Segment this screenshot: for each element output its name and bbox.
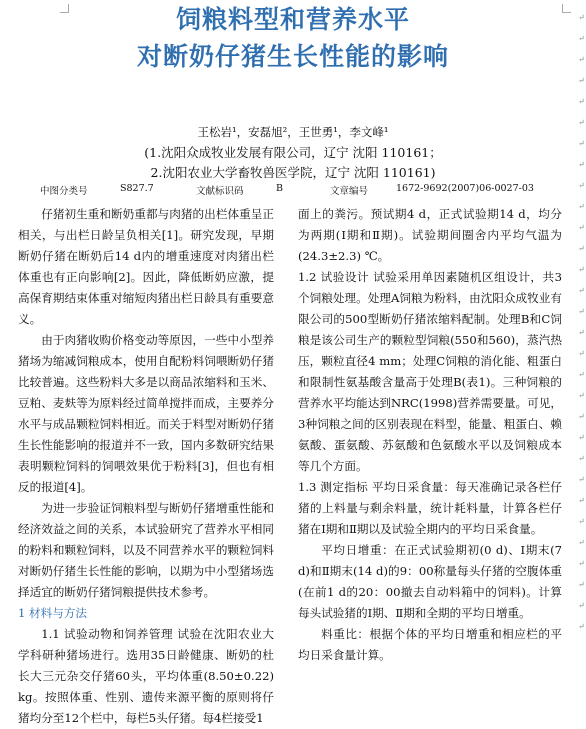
paragraph-mark: ↵: [578, 244, 585, 253]
body-paragraph: 1.1 试验动物和饲养管理 试验在沈阳农业大学科研种猪场进行。选用35日龄健康、断奶的杜长大三元杂交仔猪60头，平均体重(8.50±0.22) kg。按照体重、性别、遗传来源平衡的原则将仔猪均分至12个栏中，每栏5头仔猪。每4栏接受1: [18, 627, 274, 725]
body-paragraph: 由于肉猪收购价格变动等原因，一些中小型养猪场为缩减饲粮成本，使用自配粉料饲喂断奶仔猪比较普遍。这些粉料大多是以商品浓缩料和玉米、豆粕、麦麸等为原料经过简单搅拌而成，主要养分水平与成品颗粒饲料相近。而关于料型对断奶仔猪生长性能影响的报道并不一致，国内多数研究结果表明颗粒饲料的饲喂效果优于粉料[3]，但也有相反的报道[4]。: [18, 333, 274, 494]
paragraph-mark: ↵: [578, 559, 585, 568]
paragraph-mark: ↵: [578, 433, 585, 442]
paragraph-mark: ↵: [578, 181, 585, 190]
body-paragraph: 面上的粪污。预试期4 d，正式试验期14 d，均分为两期(Ⅰ期和Ⅱ期)。试验期间圈舍内平均气温为(24.3±2.3) ℃。: [298, 207, 562, 263]
doc-code-label: 文献标识码: [196, 186, 244, 197]
section-heading: 1 材料与方法: [18, 606, 88, 620]
affiliation-2: 2.沈阳农业大学畜牧兽医学院，辽宁 沈阳 110161): [150, 165, 436, 180]
clc-label: 中图分类号: [40, 186, 88, 197]
paragraph-mark: ↵: [578, 538, 585, 547]
right-column: [298, 204, 562, 666]
body-paragraph: 料重比：根据个体的平均日增重和相应栏的平均日采食量计算。: [298, 627, 562, 662]
paragraph-mark: ↵: [578, 55, 585, 64]
paragraph-mark: ↵: [578, 265, 585, 274]
paragraph-mark: ↵: [578, 34, 585, 43]
body-paragraph: 平均日增重：在正式试验期初(0 d)、Ⅰ期末(7 d)和Ⅱ期末(14 d)的9：00称量每头仔猪的空腹体重(在前1 d的20：00撤去自动料箱中的饲料)。计算每头试验猪的Ⅰ期、Ⅱ期和全期的平均日增重。: [298, 543, 562, 620]
paragraph-mark: ↵: [578, 307, 585, 316]
paragraph-mark: ↵: [578, 412, 585, 421]
paragraph-mark: ↵: [578, 475, 585, 484]
affiliation-1: (1.沈阳众成牧业发展有限公司，辽宁 沈阳 110161；: [144, 145, 442, 160]
paragraph-mark: ↵: [578, 517, 585, 526]
paragraph-mark: ↵: [578, 76, 585, 85]
paragraph-mark: ↵: [578, 349, 585, 358]
body-paragraph: 仔猪初生重和断奶重都与肉猪的出栏体重呈正相关，与出栏日龄呈负相关[1]。研究发现，早期断奶仔猪在断奶后14 d内的增重速度对肉猪出栏体重也有正向影响[2]。因此，降低断奶应激，提高保育期结束体重对缩短肉猪出栏日龄具有重要意义。: [18, 207, 274, 326]
paragraph-mark: ↵: [578, 622, 585, 631]
article-number-label: 文章编号: [330, 186, 369, 197]
paragraph-mark: ↵: [578, 580, 585, 589]
paragraph-mark: ↵: [578, 202, 585, 211]
paragraph-mark: ↵: [578, 286, 585, 295]
paragraph-mark: ↵: [578, 118, 585, 127]
paragraph-mark: ↵: [578, 601, 585, 610]
paragraph-mark: ↵: [578, 97, 585, 106]
paragraph-mark: ↵: [578, 223, 585, 232]
paragraph-mark: ↵: [578, 391, 585, 400]
paragraph-mark: ↵: [578, 328, 585, 337]
body-paragraph: 1.2 试验设计 试验采用单因素随机区组设计，共3个饲粮处理。处理A饲粮为粉料，由沈阳众成牧业有限公司的500型断奶仔猪浓缩料配制。处理B和C饲粮是该公司生产的颗粒型饲粮(550和560)，蒸汽热压，颗粒直径4 mm；处理C饲粮的消化能、粗蛋白和限制性氨基酸含量高于处理B(表1)。三种饲粮的营养水平均能达到NRC(1998)营养需要量。可见，3种饲粮之间的区别表现在料型，能量、粗蛋白、赖氨酸、蛋氨酸、苏氨酸和色氨酸水平以及饲粮成本等几个方面。: [298, 270, 562, 473]
paragraph-mark: ↵: [578, 139, 585, 148]
article-number-value: 1672-9692(2007)06-0027-03: [396, 183, 534, 194]
paragraph-marks: [578, 0, 586, 636]
paragraph-mark: ↵: [578, 496, 585, 505]
paragraph-mark: ↵: [578, 454, 585, 463]
doc-code-value: B: [276, 183, 283, 194]
authors: 王松岩¹，安磊旭²，王世勇¹，李文峰¹: [197, 125, 389, 139]
paragraph-mark: ↵: [578, 160, 585, 169]
clc-value: S827.7: [120, 183, 154, 194]
title-line-1: 饲粮料型和营养水平: [175, 5, 410, 34]
body-paragraph: 为进一步验证饲粮料型与断奶仔猪增重性能和经济效益之间的关系，本试验研究了营养水平相同的粉料和颗粒饲料，以及不同营养水平的颗粒饲料对断奶仔猪生长性能的影响，以期为中小型猪场选择适宜的断奶仔猪饲粮提供技术参考。: [18, 501, 274, 599]
paragraph-mark: ↵: [578, 370, 585, 379]
left-column: [18, 204, 274, 729]
paragraph-mark: ↵: [578, 13, 585, 22]
title-line-2: 对断奶仔猪生长性能的影响: [136, 42, 449, 71]
body-paragraph: 1.3 测定指标 平均日采食量：每天准确记录各栏仔猪的上料量与剩余料量，统计耗料量，计算各栏仔猪在Ⅰ期和Ⅱ期以及试验全期内的平均日采食量。: [298, 480, 562, 536]
